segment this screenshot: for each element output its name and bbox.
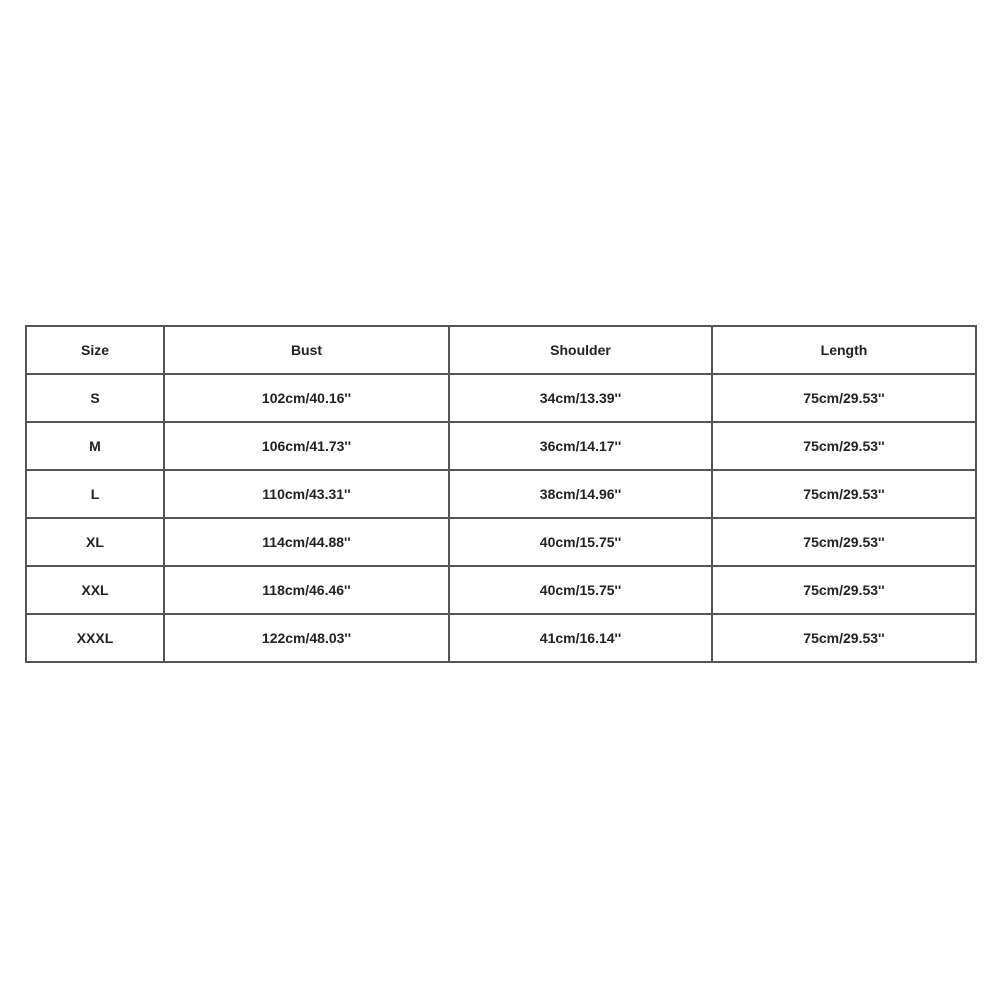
size-chart-table	[25, 325, 977, 663]
cell-length: 75cm/29.53''	[712, 566, 976, 614]
cell-shoulder: 40cm/15.75''	[449, 518, 712, 566]
cell-length: 75cm/29.53''	[712, 422, 976, 470]
table-header-row	[26, 326, 976, 374]
table-row	[26, 422, 976, 470]
table-row	[26, 470, 976, 518]
header-size: Size	[26, 326, 164, 374]
cell-bust: 118cm/46.46''	[164, 566, 449, 614]
header-bust: Bust	[164, 326, 449, 374]
cell-length: 75cm/29.53''	[712, 518, 976, 566]
table-row	[26, 614, 976, 662]
cell-bust: 102cm/40.16''	[164, 374, 449, 422]
table-row	[26, 566, 976, 614]
cell-length: 75cm/29.53''	[712, 374, 976, 422]
cell-length: 75cm/29.53''	[712, 470, 976, 518]
cell-shoulder: 40cm/15.75''	[449, 566, 712, 614]
header-length: Length	[712, 326, 976, 374]
cell-size: XXL	[26, 566, 164, 614]
cell-shoulder: 34cm/13.39''	[449, 374, 712, 422]
cell-bust: 122cm/48.03''	[164, 614, 449, 662]
table-row	[26, 374, 976, 422]
cell-length: 75cm/29.53''	[712, 614, 976, 662]
cell-size: XXXL	[26, 614, 164, 662]
cell-size: L	[26, 470, 164, 518]
cell-bust: 110cm/43.31''	[164, 470, 449, 518]
cell-size: S	[26, 374, 164, 422]
cell-size: M	[26, 422, 164, 470]
table-row	[26, 518, 976, 566]
cell-bust: 106cm/41.73''	[164, 422, 449, 470]
cell-bust: 114cm/44.88''	[164, 518, 449, 566]
header-shoulder: Shoulder	[449, 326, 712, 374]
cell-shoulder: 41cm/16.14''	[449, 614, 712, 662]
cell-shoulder: 36cm/14.17''	[449, 422, 712, 470]
cell-size: XL	[26, 518, 164, 566]
cell-shoulder: 38cm/14.96''	[449, 470, 712, 518]
